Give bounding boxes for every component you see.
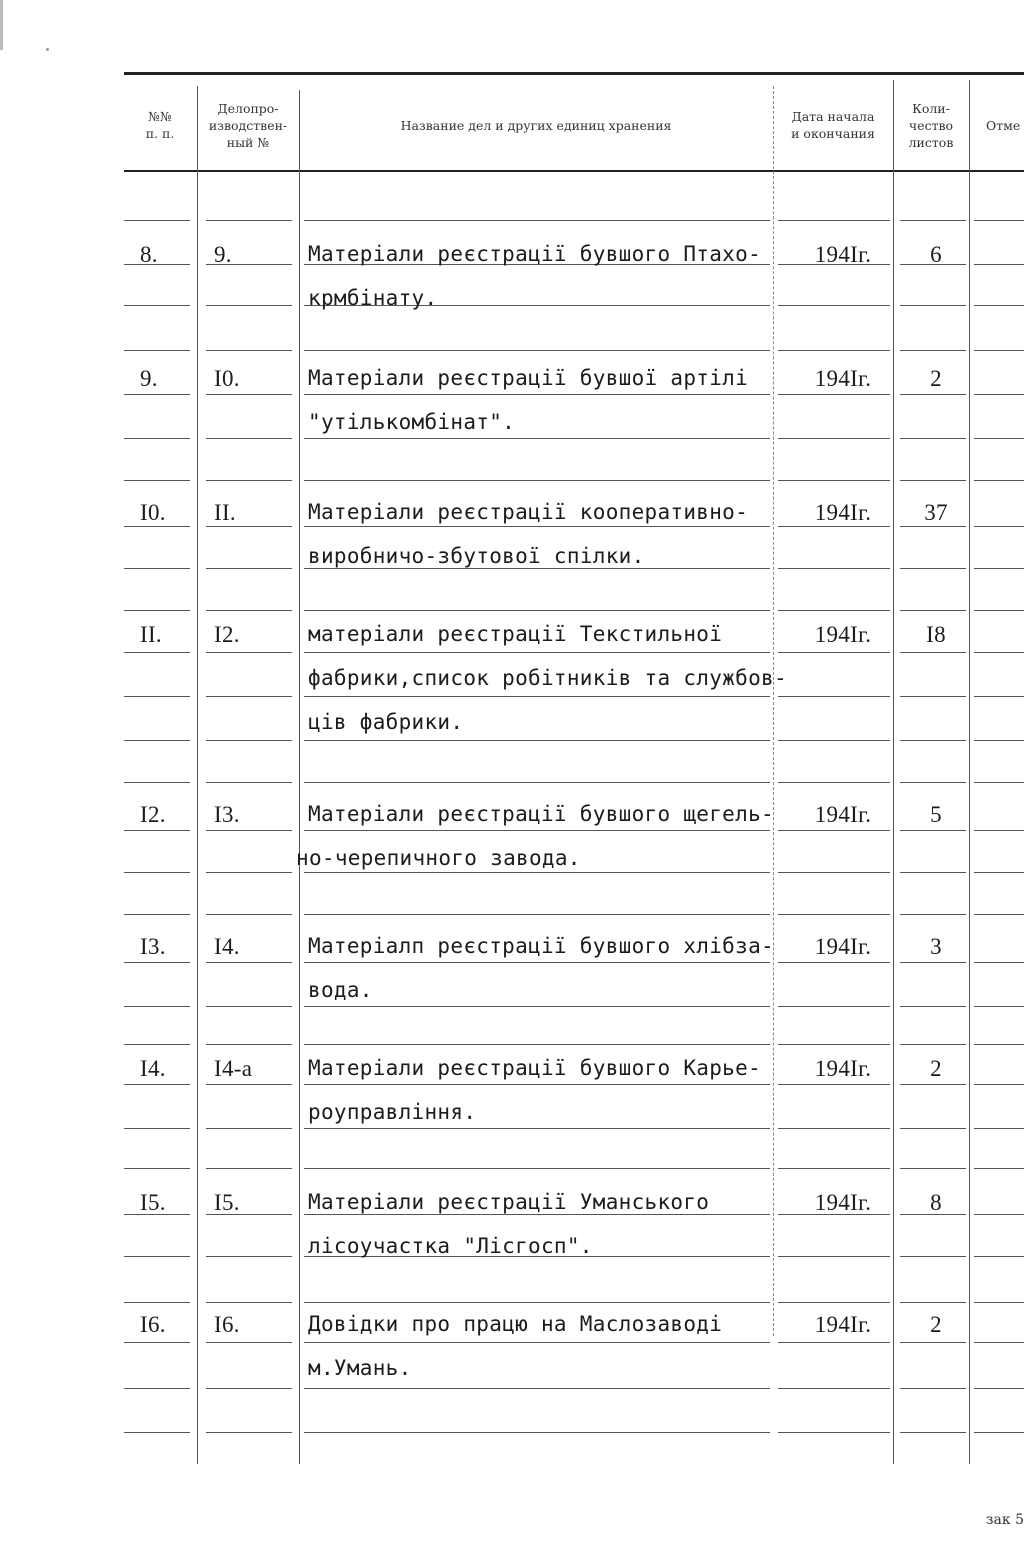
date-range: 194Iг.	[814, 500, 872, 525]
date-range: 194Iг.	[814, 1312, 872, 1337]
record-title-line: матеріали реєстрації Текстильної	[308, 622, 723, 646]
record-title-line: вода.	[308, 978, 373, 1002]
record-title-line: Матеріали реєстрації кооперативно-	[308, 500, 749, 524]
record-title-line: Матеріали реєстрації бувшого Птахо-	[308, 242, 762, 266]
sheet-count: 2	[930, 1312, 942, 1337]
row-number: I2.	[140, 802, 166, 827]
office-number: I2.	[214, 622, 240, 647]
record-title-line: "утількомбінат".	[308, 410, 516, 434]
date-range: 194Iг.	[814, 1056, 872, 1081]
col-header-notes: Отме	[986, 117, 1021, 133]
record-title-line: Матеріали реєстрації Уманського	[308, 1190, 710, 1214]
row-number: I0.	[140, 500, 166, 525]
col-header-title: Название дел и других единиц хранения	[400, 117, 672, 133]
footer-order-mark: зак 5	[985, 1512, 1024, 1528]
record-title-line: лісоучастка "Лісгосп".	[308, 1234, 593, 1258]
sheet-count: 37	[924, 500, 948, 525]
sheet-count: 6	[930, 242, 942, 267]
col-header-sheets: Коли- чество листов	[908, 100, 954, 150]
header-top-rule	[124, 72, 1024, 75]
row-number: I4.	[140, 1056, 166, 1081]
date-range: 194Iг.	[814, 802, 872, 827]
office-number: I4.	[214, 934, 240, 959]
header-bottom-rule	[124, 170, 1024, 172]
date-range: 194Iг.	[814, 1190, 872, 1215]
col-header-dates: Дата начала и окончания	[791, 109, 875, 141]
date-range: 194Iг.	[814, 366, 872, 391]
row-number: I5.	[140, 1190, 166, 1215]
scan-edge-artifact	[0, 0, 3, 50]
row-number: 8.	[140, 242, 158, 267]
record-title-line: виробничо-збутової спілки.	[308, 544, 645, 568]
record-title-line: Матеріали реєстрації бувшого Карье-	[308, 1056, 762, 1080]
record-title-line: Матеріали реєстрації бувшої артілі	[308, 366, 749, 390]
sheet-count: 3	[930, 934, 942, 959]
column-separator	[299, 90, 300, 1464]
record-title-line: Довідки про працю на Маслозаводі	[308, 1312, 723, 1336]
record-title-line: роуправління.	[308, 1100, 477, 1124]
record-title-line: крмбінату.	[308, 286, 438, 310]
sheet-count: 2	[930, 1056, 942, 1081]
office-number: I6.	[214, 1312, 240, 1337]
office-number: I3.	[214, 802, 240, 827]
office-number: II.	[214, 500, 236, 525]
date-range: 194Iг.	[814, 622, 872, 647]
col-header-number: №№ п. п.	[145, 109, 175, 141]
col-header-office-number: Делопро- изводствен- ный №	[208, 100, 288, 150]
record-title-line: Матеріали реєстрації бувшого щегель-	[308, 802, 774, 826]
record-title-line: ців фабрики.	[308, 710, 464, 734]
record-title-line: но-черепичного завода.	[296, 846, 581, 870]
record-title-line: фабрики,список робітників та службов-	[308, 666, 787, 690]
sheet-count: I8	[926, 622, 946, 647]
record-title-line: м.Умань.	[308, 1356, 412, 1380]
date-range: 194Iг.	[814, 934, 872, 959]
column-separator	[893, 80, 894, 1464]
office-number: I5.	[214, 1190, 240, 1215]
column-separator	[969, 80, 970, 1464]
row-number: I6.	[140, 1312, 166, 1337]
office-number: I4-а	[214, 1056, 253, 1081]
date-range: 194Iг.	[814, 242, 872, 267]
office-number: 9.	[214, 242, 232, 267]
scan-speck	[46, 48, 49, 51]
column-separator	[773, 86, 774, 1336]
column-separator	[197, 86, 198, 1464]
record-title-line: Матеріалп реєстрації бувшого хлібза-	[308, 934, 774, 958]
sheet-count: 5	[930, 802, 942, 827]
sheet-count: 8	[930, 1190, 942, 1215]
row-number: II.	[140, 622, 162, 647]
row-number: 9.	[140, 366, 158, 391]
office-number: I0.	[214, 366, 240, 391]
sheet-count: 2	[930, 366, 942, 391]
row-number: I3.	[140, 934, 166, 959]
